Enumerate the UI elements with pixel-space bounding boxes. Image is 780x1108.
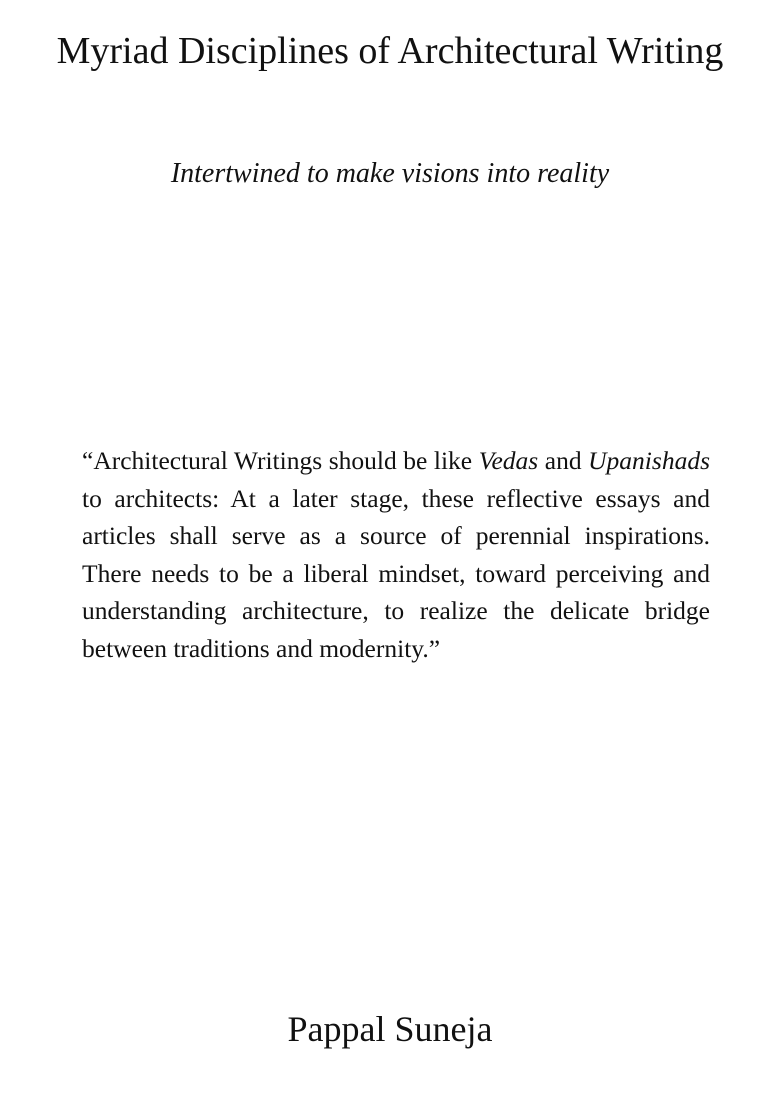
book-subtitle: Intertwined to make visions into reality [170,158,610,189]
quote-italic-vedas: Vedas [478,446,539,475]
book-title: Myriad Disciplines of Architectural Writing [56,30,724,72]
quote-text: and [538,446,589,475]
author-name: Pappal Suneja [287,1009,493,1049]
quote-text: to architects: At a later stage, these reflective essays and articles shall serve as a source of perennial inspirations. There needs to be a liberal mindset, toward perceiving and understanding architecture, to realize the delicate bridge between traditions and modernity.” [82,483,710,663]
quote-text: “Architectural Writings should be like [82,446,479,475]
quote-paragraph [82,442,710,667]
quote-italic-upanishads: Upanishads [588,446,710,475]
